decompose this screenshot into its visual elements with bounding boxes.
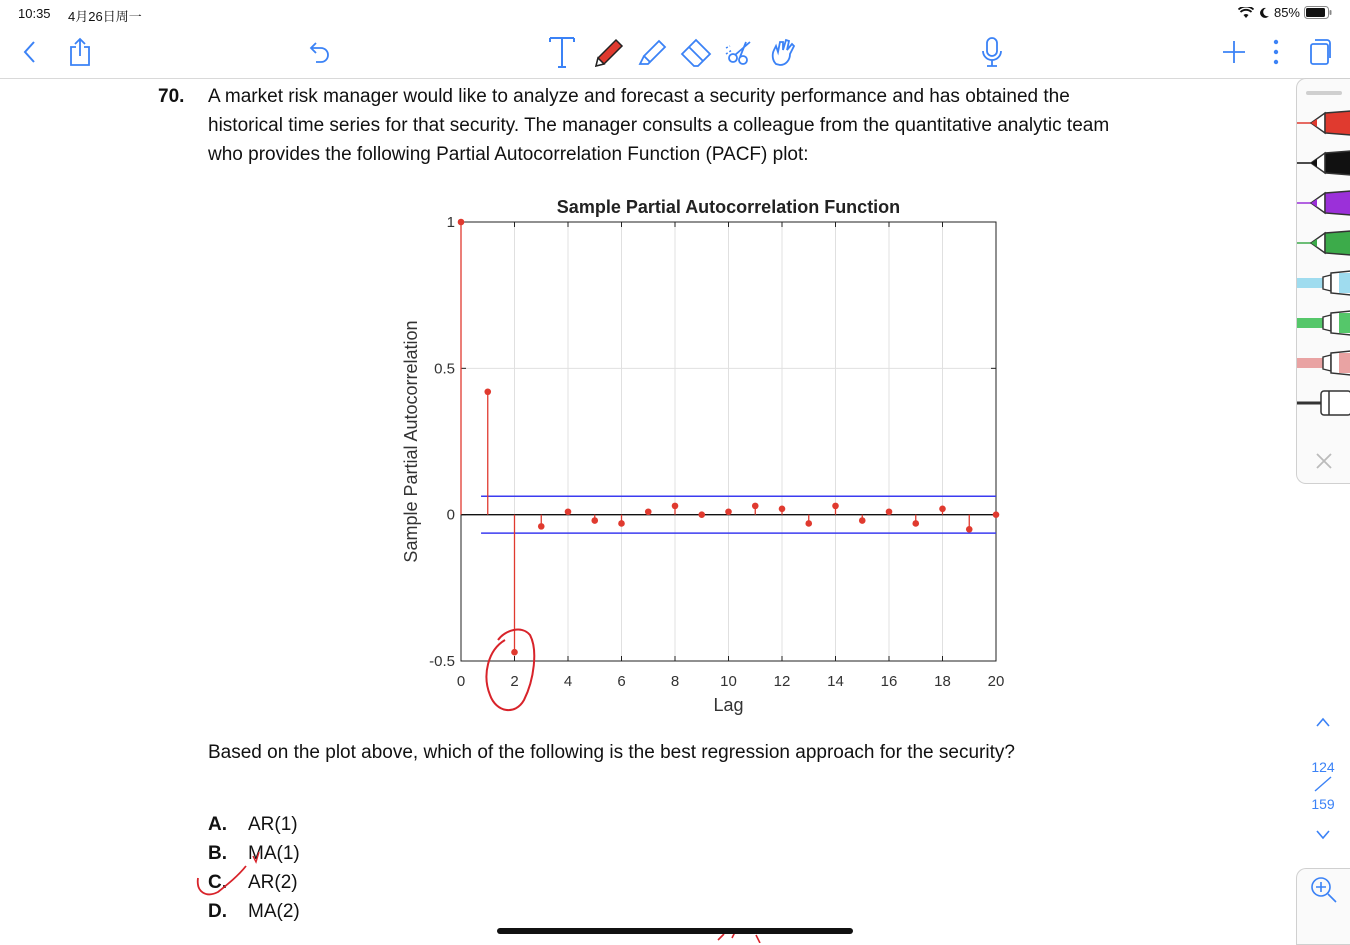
stem-marker <box>484 388 491 395</box>
stem-marker <box>779 506 786 513</box>
option-text: MA(2) <box>248 901 300 922</box>
option-d[interactable] <box>208 901 300 923</box>
back-chevron-icon[interactable] <box>12 34 48 70</box>
option-text: AR(1) <box>248 814 298 835</box>
stem-marker <box>832 503 839 510</box>
undo-icon[interactable] <box>302 34 338 70</box>
question-number: 70. <box>158 86 185 107</box>
battery-icon <box>1304 6 1332 19</box>
stem-marker <box>912 520 919 527</box>
y-tick-label: 1 <box>446 214 455 231</box>
status-date: 4月26日周一 <box>68 9 142 24</box>
x-axis-label: Lag <box>713 695 744 715</box>
status-indicators <box>1238 5 1332 20</box>
option-b[interactable] <box>208 843 300 865</box>
stem-marker <box>538 523 545 530</box>
stem-marker <box>725 508 732 515</box>
y-axis-label: Sample Partial Autocorrelation <box>401 320 421 563</box>
home-indicator[interactable] <box>497 928 853 934</box>
highlighter-tool-icon[interactable] <box>634 34 670 70</box>
page-total: 159 <box>1311 796 1335 812</box>
stem-marker <box>805 520 812 527</box>
zoom-in-icon <box>1309 875 1339 905</box>
stem-marker <box>672 503 679 510</box>
stem-marker <box>752 503 759 510</box>
x-tick-label: 6 <box>617 673 626 690</box>
zoom-button[interactable] <box>1296 868 1350 945</box>
question-line-2: historical time series for that security. The manager consults a colleague from the quantitative analytic team <box>208 115 1110 136</box>
wifi-icon <box>1238 7 1254 19</box>
page-down-icon[interactable] <box>1300 828 1346 844</box>
option-letter: A. <box>208 814 227 835</box>
option-letter: C. <box>208 872 227 893</box>
option-letter: D. <box>208 901 227 922</box>
moon-icon <box>1258 7 1270 19</box>
close-icon[interactable] <box>1312 449 1336 473</box>
x-tick-label: 2 <box>510 673 519 690</box>
stem-marker <box>993 511 1000 518</box>
x-tick-label: 4 <box>563 673 573 690</box>
stem-marker <box>859 517 866 524</box>
stem-marker <box>939 506 946 513</box>
x-tick-label: 10 <box>720 673 737 690</box>
black-pen[interactable] <box>1297 145 1350 181</box>
page-up-icon[interactable] <box>1300 715 1346 739</box>
microphone-icon[interactable] <box>974 34 1010 70</box>
x-tick-label: 20 <box>987 673 1005 690</box>
status-bar <box>0 0 1350 28</box>
page-separator-slash <box>1311 775 1335 793</box>
page-current: 124 <box>1311 759 1335 775</box>
x-tick-label: 8 <box>670 673 680 690</box>
x-tick-label: 0 <box>456 673 466 690</box>
scissors-tool-icon[interactable] <box>722 34 758 70</box>
share-icon[interactable] <box>62 34 98 70</box>
add-icon[interactable] <box>1216 34 1252 70</box>
hand-tool-icon[interactable] <box>766 34 802 70</box>
palette-grab-handle[interactable] <box>1306 91 1342 95</box>
pink-highlighter[interactable] <box>1297 345 1350 381</box>
purple-pen[interactable] <box>1297 185 1350 221</box>
stem-marker <box>458 219 465 226</box>
stem-marker <box>618 520 625 527</box>
pacf-chart-svg <box>395 190 1035 720</box>
option-text: MA(1) <box>248 843 300 864</box>
x-tick-label: 16 <box>880 673 898 690</box>
green-pen[interactable] <box>1297 225 1350 261</box>
question-line-1: A market risk manager would like to analyze and forecast a security performance and has obtained the <box>208 86 1070 107</box>
red-pen[interactable] <box>1297 105 1350 141</box>
text-tool-icon[interactable] <box>544 34 580 70</box>
option-c[interactable] <box>208 872 298 894</box>
chart-title: Sample Partial Autocorrelation Function <box>556 197 901 217</box>
pen-palette <box>1296 78 1350 484</box>
x-tick-label: 12 <box>773 673 791 690</box>
pacf-chart <box>395 190 1035 720</box>
status-time: 10:35 <box>18 6 51 21</box>
cyan-highlighter[interactable] <box>1297 265 1350 301</box>
pages-icon[interactable] <box>1302 34 1338 70</box>
pen-tool-icon[interactable] <box>590 34 626 70</box>
page-navigation <box>1300 715 1346 855</box>
y-tick-label: 0.5 <box>434 360 455 378</box>
stem-marker <box>565 508 572 515</box>
y-tick-label: 0 <box>446 506 455 524</box>
toolbar <box>0 28 1350 79</box>
stem-marker <box>645 508 652 515</box>
x-tick-label: 14 <box>827 673 844 690</box>
stem-marker <box>511 649 518 656</box>
stem-marker <box>966 526 973 533</box>
question-line-3: who provides the following Partial Autocorrelation Function (PACF) plot: <box>208 144 809 165</box>
eraser-tool[interactable] <box>1297 385 1350 421</box>
stem-marker <box>591 517 598 524</box>
question-prompt: Based on the plot above, which of the following is the best regression approach for the security? <box>208 742 1015 763</box>
option-a[interactable] <box>208 814 298 836</box>
option-letter: B. <box>208 843 227 864</box>
x-tick-label: 18 <box>934 673 951 690</box>
eraser-tool-icon[interactable] <box>678 34 714 70</box>
stem-marker <box>698 511 705 518</box>
option-text: AR(2) <box>248 872 298 893</box>
y-tick-label: -0.5 <box>429 653 455 670</box>
more-icon[interactable] <box>1258 34 1294 70</box>
stem-marker <box>886 508 893 515</box>
battery-percent: 85% <box>1273 5 1300 20</box>
green-highlighter[interactable] <box>1297 305 1350 341</box>
